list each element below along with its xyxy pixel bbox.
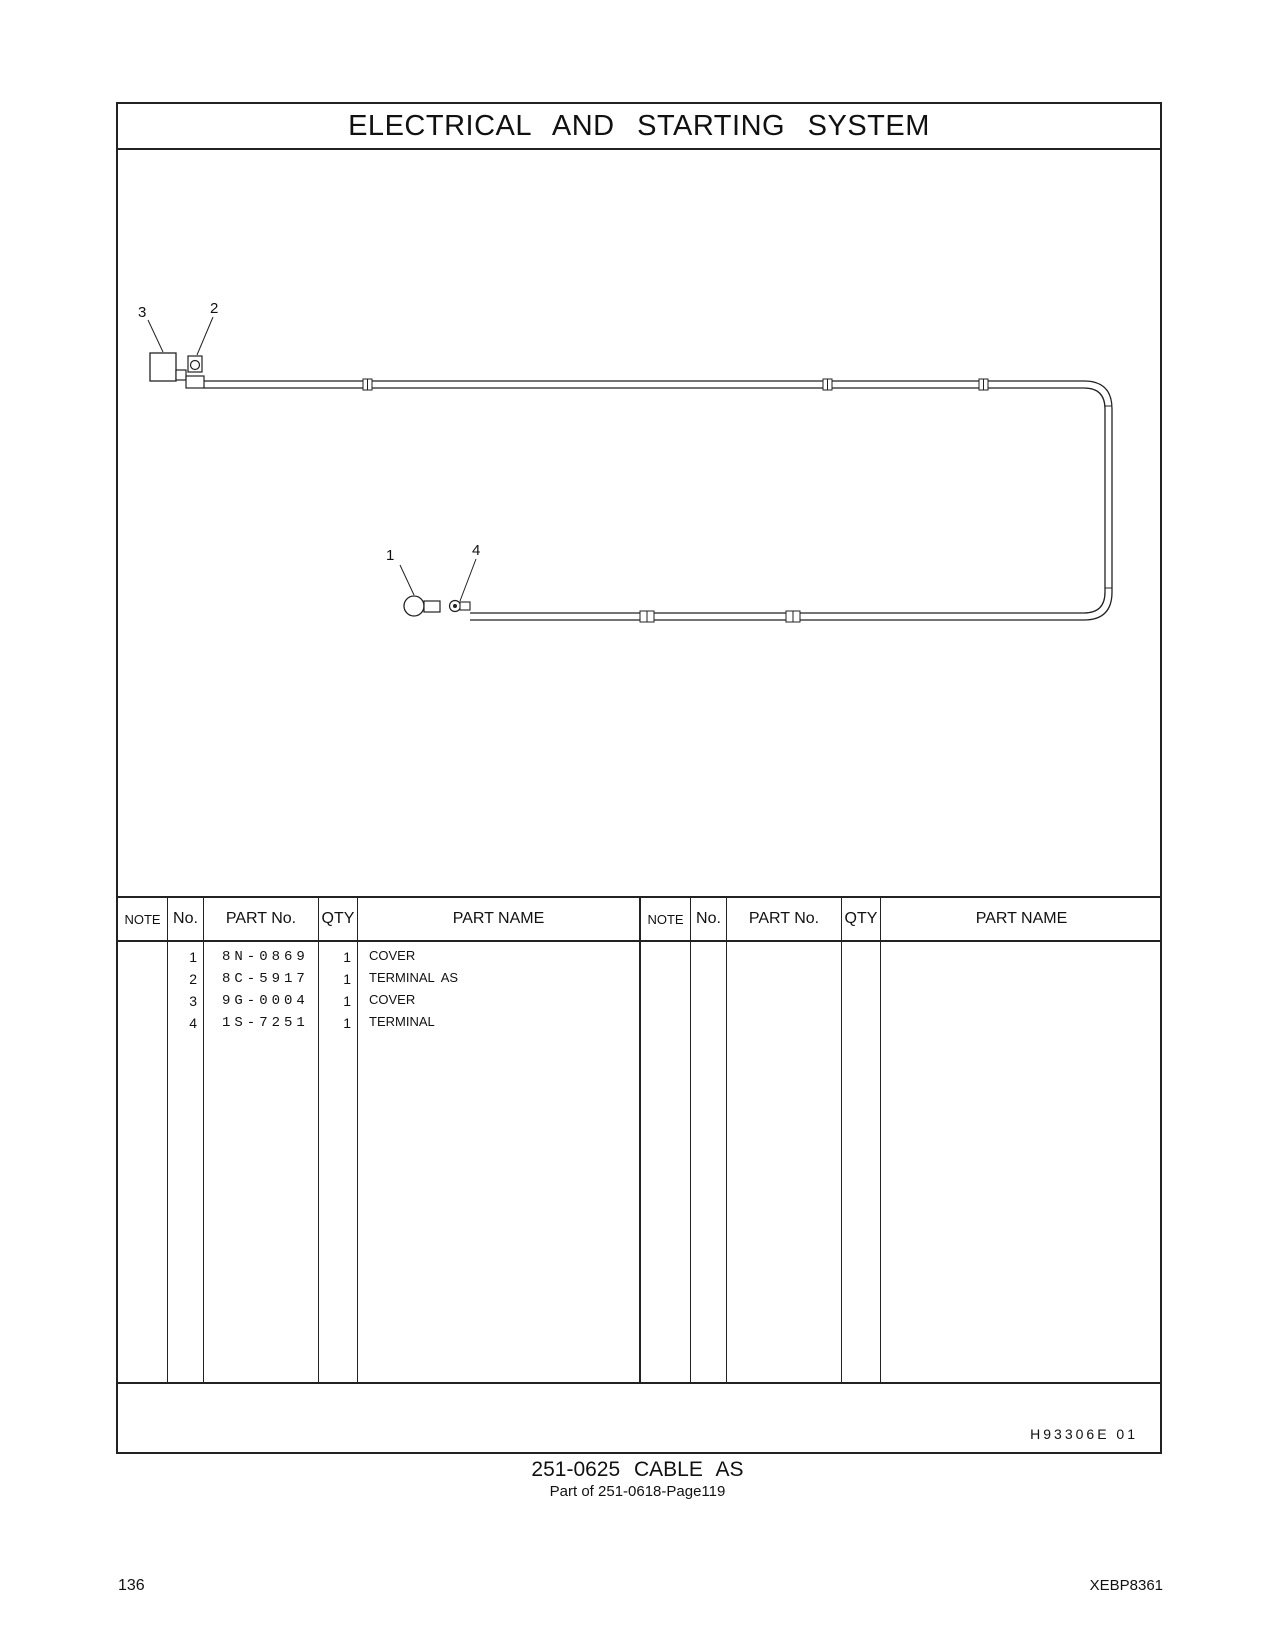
column-divider	[357, 898, 358, 1382]
column-divider	[726, 898, 727, 1382]
column-divider	[639, 898, 641, 1382]
cable-strap	[363, 379, 372, 390]
header-no-right: No.	[696, 910, 721, 927]
header-part-no-right: PART No.	[748, 910, 820, 927]
header-part-name: PART NAME	[452, 910, 545, 927]
row-part-name: TERMINAL AS	[369, 970, 459, 985]
drawing-footer	[118, 1382, 1160, 1454]
header-part-name-right: PART NAME	[975, 910, 1068, 927]
cable-illustration	[118, 150, 1164, 896]
header-qty: QTY	[321, 910, 355, 927]
row-part-name: COVER	[369, 992, 416, 1007]
row-qty: 1	[343, 971, 351, 987]
parts-page-frame	[116, 102, 1162, 1454]
callout-2: 2	[210, 300, 219, 317]
section-title: ELECTRICAL AND STARTING SYSTEM	[348, 109, 930, 142]
row-qty: 1	[343, 1015, 351, 1031]
column-divider	[203, 898, 204, 1382]
cable-strap	[979, 379, 988, 390]
header-no: No.	[173, 910, 198, 927]
row-part-no: 8N-0869	[222, 949, 309, 965]
header-note-right: NOTE	[647, 911, 684, 927]
row-no: 2	[189, 971, 197, 987]
page-number: 136	[118, 1577, 145, 1594]
cable-strap	[786, 611, 800, 622]
row-part-no: 1S-7251	[222, 1015, 309, 1031]
cable-drawing	[118, 150, 1160, 896]
column-divider	[841, 898, 842, 1382]
table-header	[118, 898, 1160, 942]
assembly-note: Part of 251-0618-Page119	[549, 1483, 726, 1500]
section-title-bar	[118, 104, 1160, 150]
header-qty-right: QTY	[844, 910, 878, 927]
column-divider	[690, 898, 691, 1382]
row-part-name: TERMINAL	[369, 1014, 435, 1029]
document-id: XEBP8361	[1089, 1577, 1163, 1594]
cable-strap	[823, 379, 832, 390]
callout-3: 3	[138, 304, 147, 321]
assembly-title: 251-0625 CABLE AS	[531, 1458, 744, 1481]
callout-4: 4	[472, 542, 481, 559]
row-part-no: 9G-0004	[222, 993, 309, 1009]
parts-table	[118, 896, 1160, 1382]
row-qty: 1	[343, 949, 351, 965]
cover-round-part	[404, 596, 440, 616]
row-no: 4	[189, 1015, 197, 1031]
row-no: 3	[189, 993, 197, 1009]
terminal-assembly-part	[186, 356, 204, 388]
row-part-no: 8C-5917	[222, 971, 309, 987]
cover-square-part	[150, 353, 186, 381]
callout-1: 1	[386, 547, 395, 564]
row-qty: 1	[343, 993, 351, 1009]
drawing-reference: H93306E 01	[1030, 1426, 1138, 1442]
header-note: NOTE	[124, 911, 161, 927]
row-no: 1	[189, 949, 197, 965]
terminal-ring-part	[450, 601, 471, 612]
row-part-name: COVER	[369, 948, 416, 963]
header-part-no: PART No.	[225, 910, 297, 927]
column-divider	[880, 898, 881, 1382]
cable-strap	[640, 611, 654, 622]
